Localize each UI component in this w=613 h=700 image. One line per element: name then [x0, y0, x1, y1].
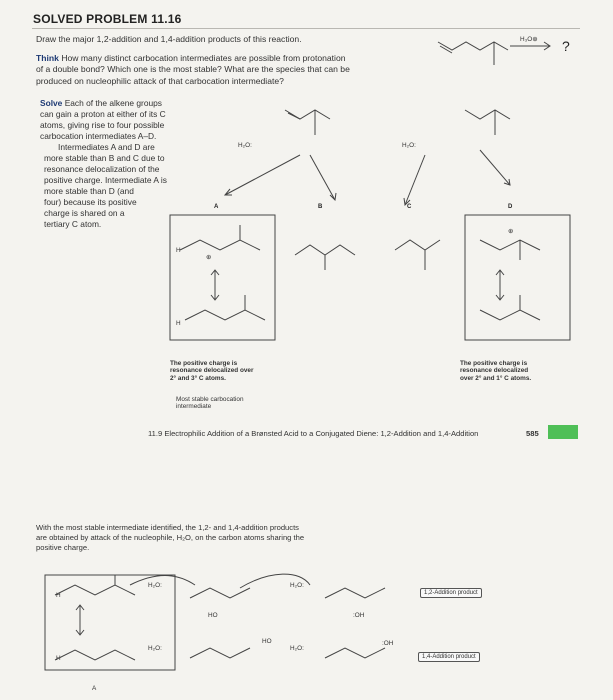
intro-line-2: are obtained by attack of the nucleophile, H₂O, on the carbon atoms sharing the — [36, 533, 305, 542]
water-label-2: H₂O: — [402, 142, 416, 149]
solve-line-11: charge is shared on a — [44, 208, 125, 218]
intermediates-diagram — [160, 95, 590, 355]
note-a-line-3: 2° and 3° C atoms. — [170, 374, 226, 382]
running-head: 11.9 Electrophilic Addition of a Brønsted Acid to a Conjugated Diene: 1,2-Addition and 1,4-Addition — [148, 429, 479, 438]
label-d: D — [508, 204, 513, 210]
page-number: 585 — [526, 429, 539, 438]
intro-line-3: positive charge. — [36, 543, 90, 552]
note-a-line-1: The positive charge is — [170, 360, 238, 367]
intro-line-1: With the most stable intermediate identified, the 1,2- and 1,4-addition products — [36, 523, 299, 532]
note-a — [170, 360, 253, 382]
most-stable-line-2: intermediate — [176, 403, 212, 411]
product-14-tag: 1,4-Addition product — [418, 652, 480, 662]
h-prod-2: H — [56, 655, 61, 662]
note-d-line-3: over 2° and 1° C atoms. — [460, 374, 532, 382]
h2o-prod-4: H₂O: — [290, 645, 304, 652]
a-label-bottom: A — [92, 685, 97, 692]
think-paragraph — [36, 53, 416, 87]
solve-line-5: Intermediates A and D are — [58, 142, 155, 152]
most-stable-note — [176, 396, 244, 411]
think-line-2: of a double bond? Which one is the most stable? What are the species that can be — [36, 64, 350, 75]
most-stable-line-1: Most stable carbocation — [176, 396, 244, 403]
note-d — [460, 360, 531, 382]
diene-reactant-structure — [430, 20, 600, 75]
solve-line-8: positive charge. Intermediate A is — [44, 175, 167, 185]
label-b: B — [318, 204, 323, 210]
think-label: Think — [36, 53, 59, 63]
solve-line-3: atoms, giving rise to four possible — [40, 120, 165, 130]
ho-prod-2: HO — [262, 638, 272, 645]
solve-line-7: resonance delocalization of the — [44, 164, 160, 174]
solve-line-12: tertiary C atom. — [44, 219, 102, 229]
h2o-prod-3: H₂O: — [290, 582, 304, 589]
think-line-1: How many distinct carbocation intermediates are possible from protonation — [61, 53, 346, 63]
water-label-1: H₂O: — [238, 142, 252, 149]
note-a-line-2: resonance delocalized over — [170, 367, 254, 375]
solve-line-6: more stable than B and C due to — [44, 153, 165, 163]
ho-prod-1: HO — [208, 612, 218, 619]
plus-d: ⊕ — [508, 228, 514, 235]
oh-prod-1: :OH — [353, 612, 365, 619]
note-d-line-2: resonance delocalized — [460, 367, 529, 375]
solve-line-2: can gain a proton at either of its C — [40, 109, 166, 119]
h-prod-1: H — [56, 592, 61, 599]
label-a: A — [214, 204, 219, 210]
h-label-a2: H — [176, 320, 181, 327]
question-mark: ? — [562, 38, 570, 54]
h2o-prod-2: H₂O: — [148, 645, 162, 652]
product-12-tag: 1,2-Addition product — [420, 588, 482, 598]
green-tab — [548, 425, 578, 439]
solve-label: Solve — [40, 98, 63, 108]
solve-line-4: carbocation intermediates A–D. — [40, 131, 157, 141]
note-d-line-1: The positive charge is — [460, 360, 528, 367]
h2o-prod-1: H₂O: — [148, 582, 162, 589]
reagent-label: H₃O⊕ — [520, 36, 538, 43]
problem-statement: Draw the major 1,2-addition and 1,4-addition products of this reaction. — [36, 34, 302, 44]
solve-line-10: four) because its positive — [44, 197, 137, 207]
solve-line-9: more stable than D (and — [44, 186, 134, 196]
plus-a: ⊕ — [206, 254, 212, 261]
h-label-a: H — [176, 247, 181, 254]
think-line-3: produced on nucleophilic attack of that carbocation intermediate? — [36, 75, 284, 86]
problem-title: SOLVED PROBLEM 11.16 — [33, 12, 182, 26]
oh-prod-2: :OH — [382, 640, 394, 647]
solve-line-1: Each of the alkene groups — [64, 98, 162, 108]
second-intro — [36, 523, 366, 553]
label-c: C — [407, 204, 412, 210]
